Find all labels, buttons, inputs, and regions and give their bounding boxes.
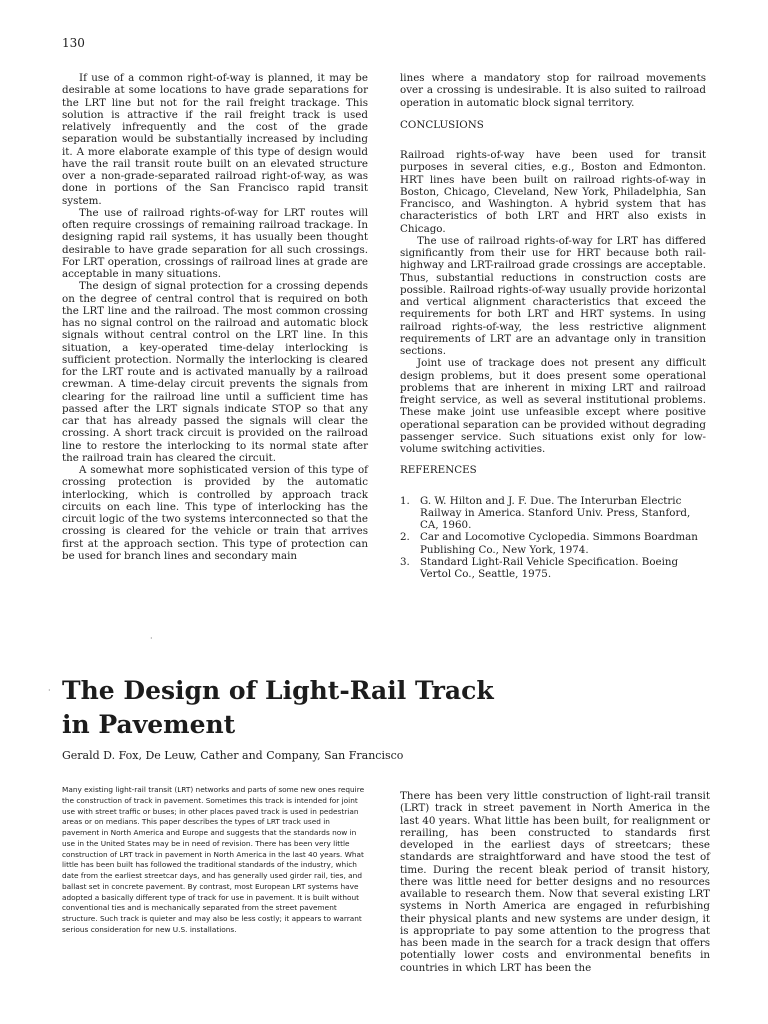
abstract: Many existing light-rail transit (LRT) networks and parts of some new ones require the construction of track in pavement. Sometimes this track is intended for joint use with street traffic or buses; in other places paved track is used in pedestrian areas or on medians. This paper describes the types of LRT track used in pavement in North America and Europe and suggests that the standards now in use in the United States may be in need of revision. There has been very little construction of LRT track in pavement in North America in the last 40 years. What little has been built has followed the traditional standards of the industry, which date from the earliest streetcar days, and has generally used girder rail, ties, and ballast set in concrete pavement. By contrast, most European LRT systems have adopted a basically different type of track for use in pavement. It is built without conventional ties and is mechanically separated from the street pavement structure. Such track is quieter and may also be less costly; it appears to warrant serious consideration for new U.S. installations. [62,785,365,934]
reference-item [400,531,706,556]
reference-number: 1. [400,494,410,507]
right-text-column [400,72,706,580]
conclusion-paragraph: The use of railroad rights-of-way for LRT has differed significantly from their use for HRT because both rail-highway and LRT-railroad grade crossings are acceptable. Thus, substantial reductions in construction costs are possible. Railroad rights-of-way usually provide horizontal and vertical alignment characteristics that exceed the requirements for both LRT and HRT systems. In using railroad rights-of-way, the less restrictive alignment requirements of LRT are an advantage only in transition sections. [400,234,706,357]
article-title-line-1: The Design of Light-Rail Track [62,676,494,705]
body-paragraph: A somewhat more sophisticated version of this type of crossing protection is provided by the automatic interlocking, which is controlled by approach track circuits on each line. This type of interlocking has the circuit logic of the two systems interconnected so that the crossing is cleared for the vehicle or train that arrives first at the approach section. This type of protection can be used for branch lines and secondary main [62,464,368,562]
scan-speck: · [150,634,153,643]
reference-text: Standard Light-Rail Vehicle Specification. Boeing Vertol Co., Seattle, 1975. [420,555,679,580]
body-paragraph: The use of railroad rights-of-way for LRT routes will often require crossings of remaining railroad trackage. In designing rapid rail systems, it has usually been thought desirable to have grade separation for all such crossings. For LRT operation, crossings of railroad lines at grade are acceptable in many situations. [62,206,368,280]
body-paragraph: The design of signal protection for a crossing depends on the degree of central control that is required on both the LRT line and the railroad. The most common crossing has no signal control on the railroad and automatic block signals without central control on the LRT line. In this situation, a key-operated time-delay interlocking is sufficient protection. Normally the interlocking is cleared for the LRT route and is activated manually by a railroad crewman. A time-delay circuit prevents the signals from clearing for the railroad line until a sufficient time has passed after the LRT signals indicate STOP so that any car that has already passed the signals will clear the crossing. A short track circuit is provided on the railroad line to restore the interlocking to its normal state after the railroad train has cleared the circuit. [62,280,368,464]
reference-item [400,556,706,581]
reference-item [400,495,706,532]
conclusion-paragraph: Railroad rights-of-way have been used for transit purposes in several cities, e.g., Boston and Edmonton. HRT lines have been built on railroad rights-of-way in Boston, Chicago, Cleveland, New York, Philadelphia, San Francisco, and Washington. A hybrid system that has characteristics of both LRT and HRT also exists in Chicago. [400,149,706,235]
page-number: 130 [62,36,85,50]
reference-number: 2. [400,531,410,544]
conclusions-body [400,149,706,455]
article-title [62,674,712,742]
article-title-line-2: in Pavement [62,710,236,739]
conclusions-heading: CONCLUSIONS [400,118,484,131]
references-list [400,495,706,581]
intro-paragraph: There has been very little construction of light-rail transit (LRT) track in street pavement in North America in the last 40 years. What little has been built, for realignment or rerailing, has been constructed to standards first developed in the earliest days of streetcars; these standards are straightforward and have stood the test of time. During the recent bleak period of transit history, there was little need for better designs and no resources available to research them. Now that several existing LRT systems in North America are engaged in refurbishing their physical plants and new systems are under design, it is appropriate to pay some attention to the progress that has been made in the search for a track design that offers potentially lower costs and environmental benefits in countries in which LRT has been the [400,790,710,974]
reference-text: G. W. Hilton and J. F. Due. The Interurban Electric Railway in America. Stanford Univ. Press, Stanford, CA, 1960. [420,494,691,531]
references-heading: REFERENCES [400,464,477,477]
reference-text: Car and Locomotive Cyclopedia. Simmons Boardman Publishing Co., New York, 1974. [420,531,698,556]
body-paragraph: If use of a common right-of-way is planned, it may be desirable at some locations to have grade separations for the LRT line but not for the rail freight trackage. This solution is attractive if the rail freight track is used relatively infrequently and the cost of the grade separation would be substantially increased by including it. A more elaborate example of this type of design would have the rail transit route built on an elevated structure over a non-grade-separated railroad right-of-way, as was done in portions of the San Francisco rapid transit system. [62,72,368,207]
left-text-column [62,72,368,562]
continued-paragraph: lines where a mandatory stop for railroad movements over a crossing is undesirable. It is also suited to railroad operation in automatic block signal territory. [400,72,706,109]
scan-speck: · [48,686,51,695]
reference-number: 3. [400,555,410,568]
author-byline: Gerald D. Fox, De Leuw, Cather and Company, San Francisco [62,749,404,762]
conclusion-paragraph: Joint use of trackage does not present any difficult design problems, but it does present some operational problems that are inherent in mixing LRT and railroad freight service, as well as several institutional problems. These make joint use unfeasible except where positive operational separation can be provided without degrading passenger service. Such situations exist only for low-volume switching activities. [400,357,706,455]
